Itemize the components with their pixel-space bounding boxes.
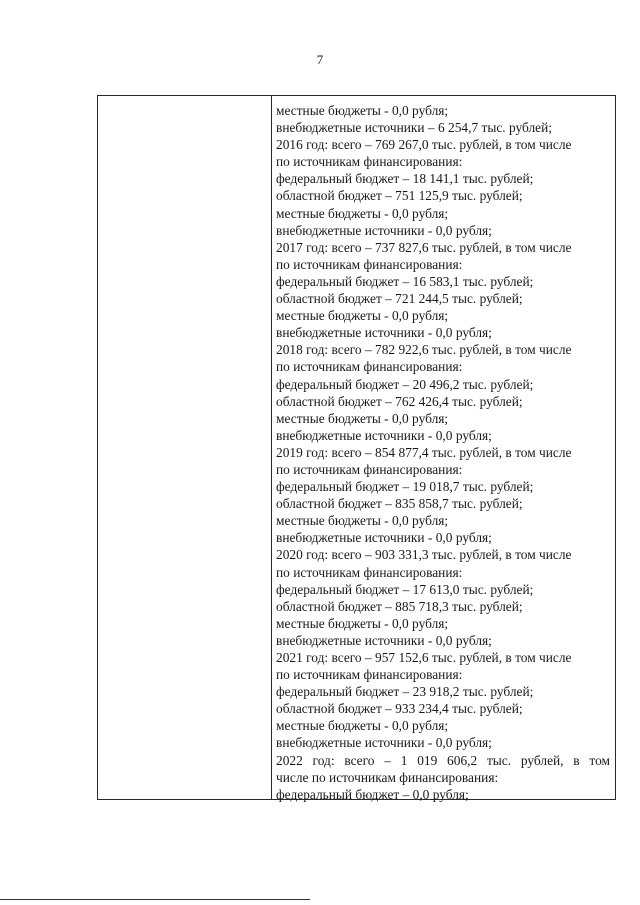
funding-line: областной бюджет – 885 718,3 тыс. рублей; [276, 598, 523, 614]
funding-line: местные бюджеты - 0,0 рубля; [276, 615, 449, 631]
funding-line: 2020 год: всего – 903 331,3 тыс. рублей, в том числе [276, 547, 572, 563]
funding-line: федеральный бюджет – 23 918,2 тыс. рублей; [276, 684, 534, 700]
funding-line: местные бюджеты - 0,0 рубля; [276, 410, 449, 426]
footer-rule [0, 899, 310, 900]
funding-line: внебюджетные источники – 6 254,7 тыс. рублей; [276, 120, 553, 136]
funding-line: 2017 год: всего – 737 827,6 тыс. рублей, в том числе [276, 239, 572, 255]
funding-line: числе по источникам финансирования: [276, 769, 499, 785]
funding-line: федеральный бюджет – 17 613,0 тыс. рублей; [276, 581, 534, 597]
funding-line: федеральный бюджет – 20 496,2 тыс. рублей; [276, 376, 534, 392]
funding-line: по источникам финансирования: [276, 667, 463, 683]
funding-line: 2018 год: всего – 782 922,6 тыс. рублей, в том числе [276, 342, 572, 358]
funding-line: 2016 год: всего – 769 267,0 тыс. рублей, в том числе [276, 137, 572, 153]
page-number: 7 [316, 52, 324, 67]
funding-line: по источникам финансирования: [276, 256, 463, 272]
funding-line: местные бюджеты - 0,0 рубля; [276, 718, 449, 734]
funding-line: внебюджетные источники - 0,0 рубля; [276, 735, 492, 751]
funding-line: 2022 год: всего – 1 019 606,2 тыс. рублей, в том [276, 752, 610, 768]
funding-line: местные бюджеты - 0,0 рубля; [276, 513, 449, 529]
funding-line: федеральный бюджет – 0,0 рубля; [276, 786, 469, 802]
funding-line: местные бюджеты - 0,0 рубля; [276, 103, 449, 118]
funding-line: федеральный бюджет – 18 141,1 тыс. рублей; [276, 171, 534, 187]
funding-line: по источникам финансирования: [276, 154, 463, 170]
funding-line: местные бюджеты - 0,0 рубля; [276, 308, 449, 324]
funding-line: областной бюджет – 751 125,9 тыс. рублей; [276, 188, 523, 204]
funding-line: внебюджетные источники - 0,0 рубля; [276, 530, 492, 546]
funding-line: федеральный бюджет – 16 583,1 тыс. рублей; [276, 273, 534, 289]
column-divider [271, 96, 272, 799]
funding-sources-cell [276, 102, 610, 803]
funding-line: местные бюджеты - 0,0 рубля; [276, 205, 449, 221]
funding-line: 2019 год: всего – 854 877,4 тыс. рублей, в том числе [276, 444, 572, 460]
funding-line: областной бюджет – 835 858,7 тыс. рублей; [276, 496, 523, 512]
funding-line: по источникам финансирования: [276, 359, 463, 375]
funding-line: внебюджетные источники - 0,0 рубля; [276, 427, 492, 443]
funding-line: внебюджетные источники - 0,0 рубля; [276, 222, 492, 238]
funding-line: внебюджетные источники - 0,0 рубля; [276, 325, 492, 341]
funding-line: внебюджетные источники - 0,0 рубля; [276, 632, 492, 648]
funding-line: областной бюджет – 721 244,5 тыс. рублей; [276, 291, 523, 307]
funding-line: областной бюджет – 933 234,4 тыс. рублей; [276, 701, 523, 717]
funding-line: федеральный бюджет – 19 018,7 тыс. рублей; [276, 479, 534, 495]
funding-table [97, 95, 616, 800]
funding-line: по источникам финансирования: [276, 564, 463, 580]
funding-line: областной бюджет – 762 426,4 тыс. рублей; [276, 393, 523, 409]
funding-line: по источникам финансирования: [276, 461, 463, 477]
funding-line: 2021 год: всего – 957 152,6 тыс. рублей, в том числе [276, 650, 572, 665]
